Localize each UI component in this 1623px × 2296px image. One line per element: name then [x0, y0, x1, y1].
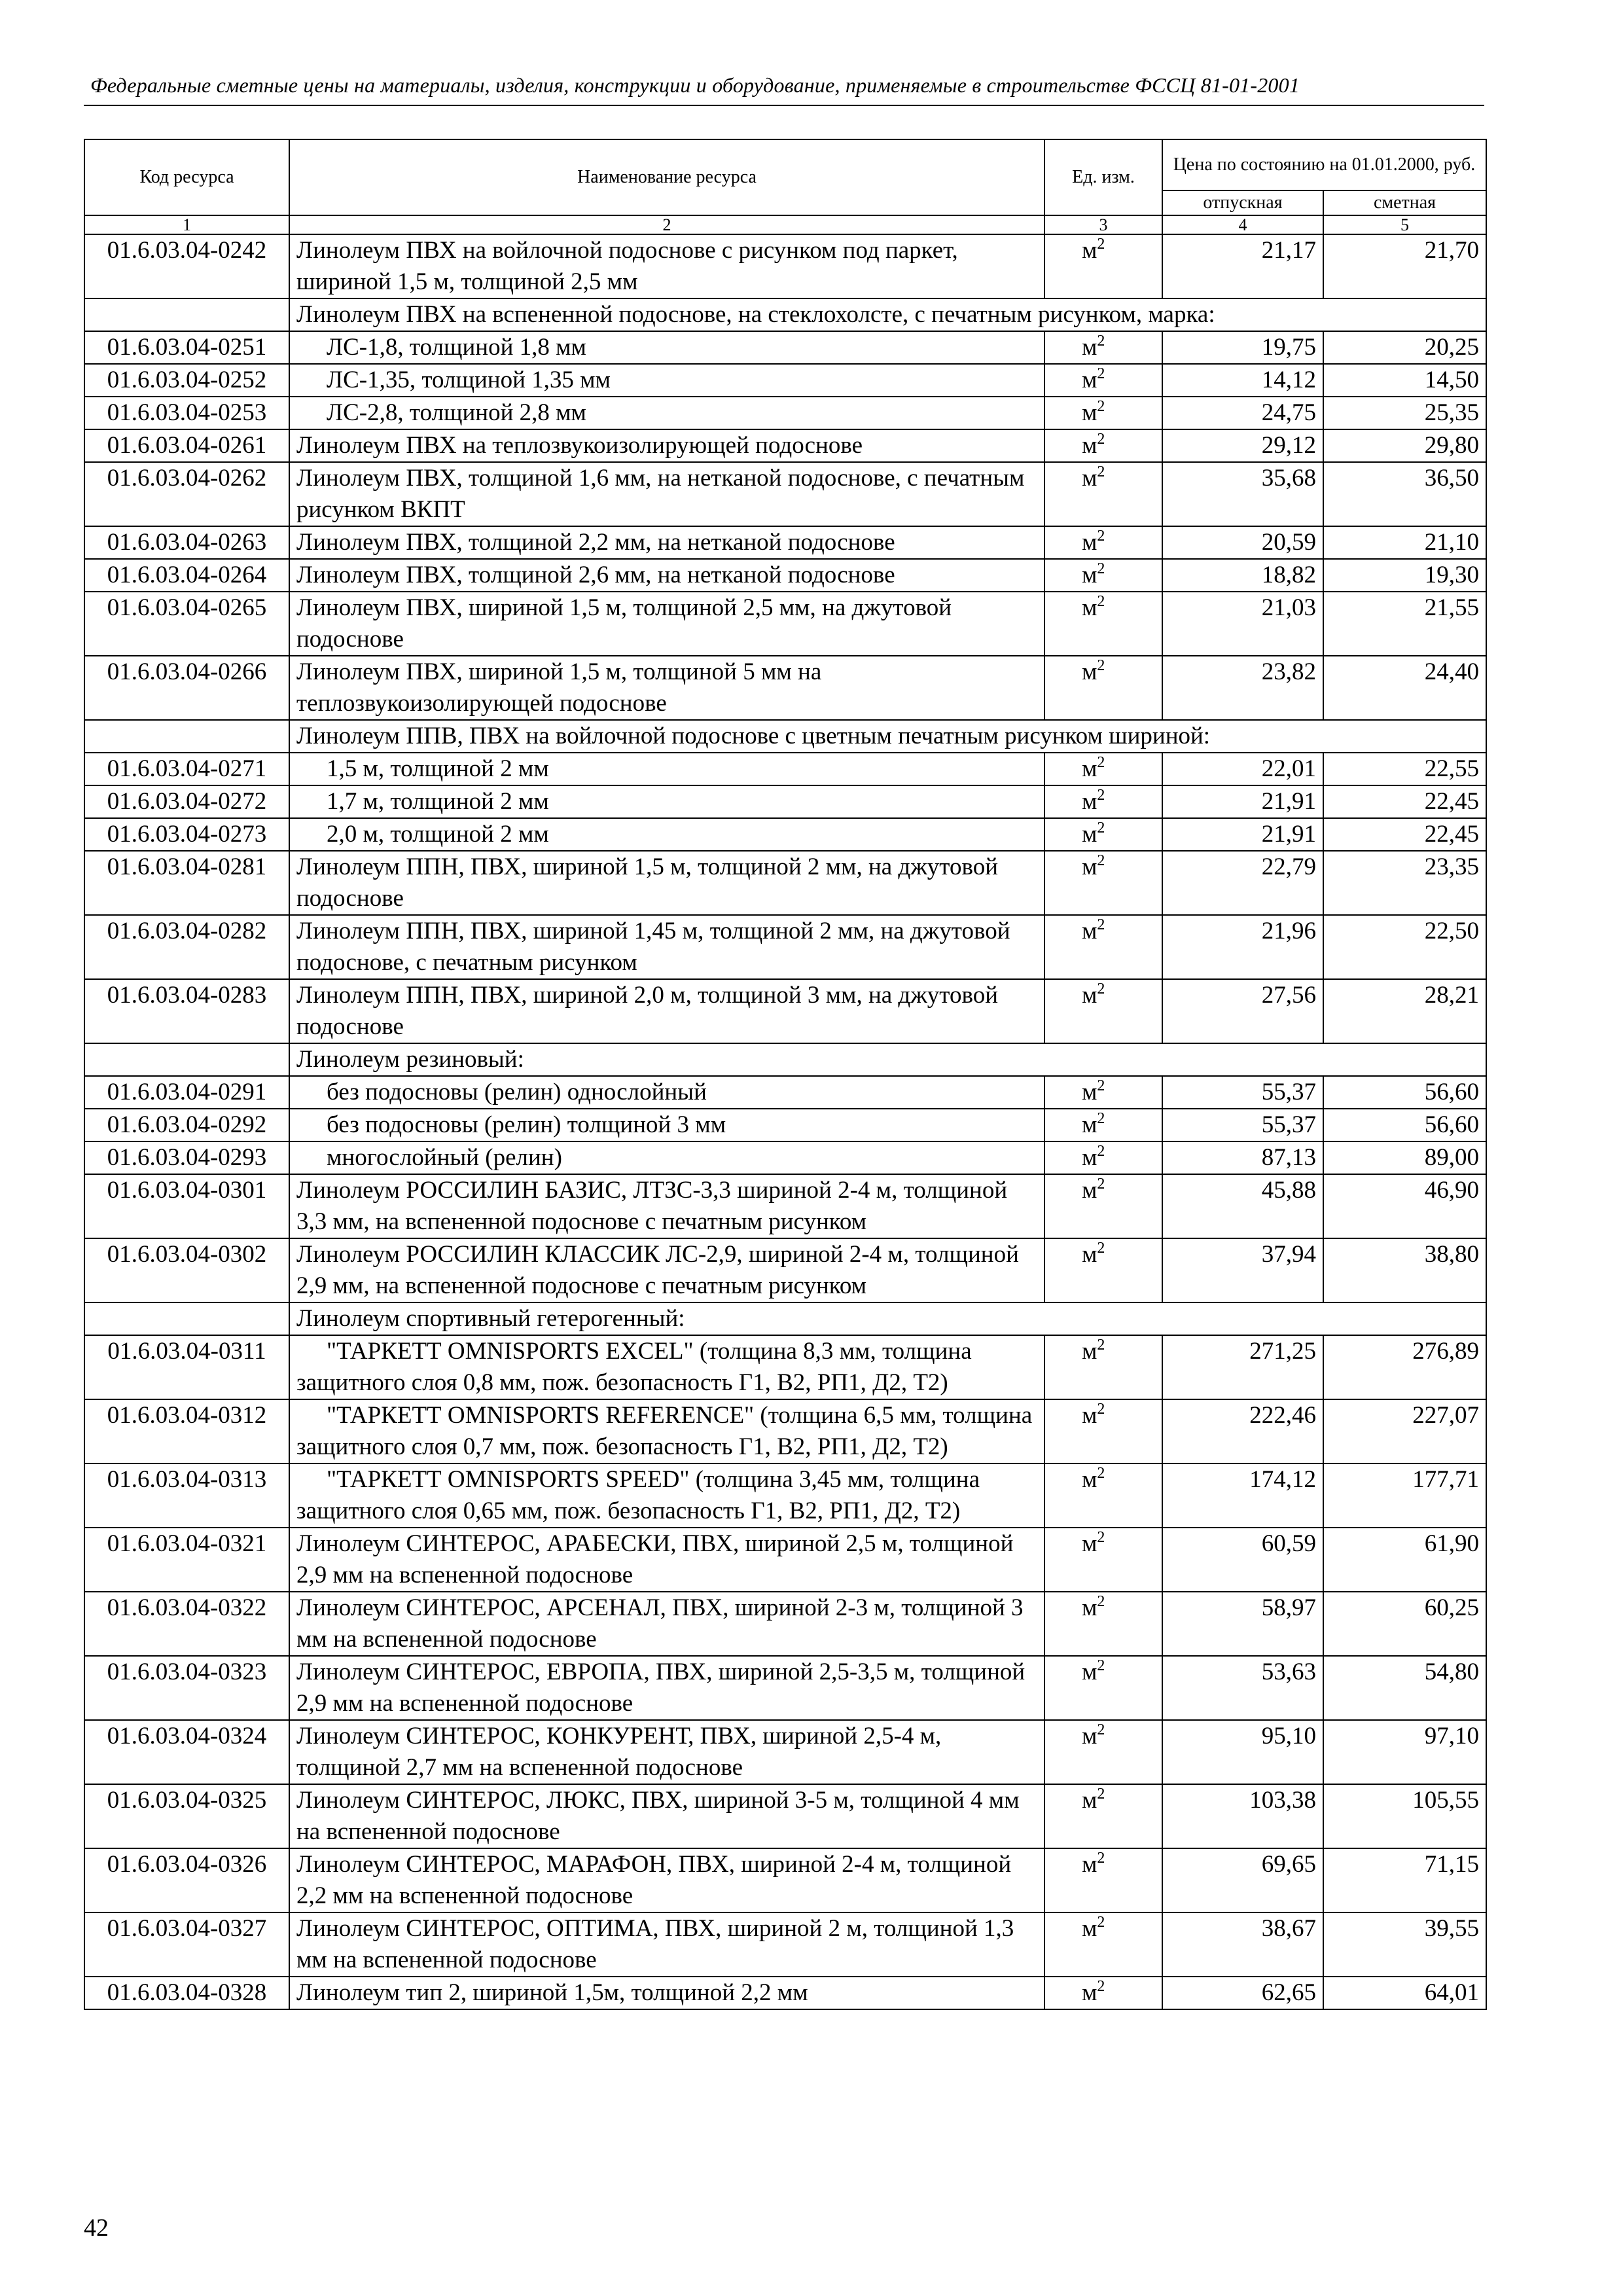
unit-superscript: 2: [1097, 463, 1105, 481]
cell-name: Линолеум тип 2, шириной 1,5м, толщиной 2,2 мм: [289, 1977, 1044, 2009]
unit-superscript: 2: [1097, 1175, 1105, 1193]
cell-name: без подосновы (релин) толщиной 3 мм: [289, 1109, 1044, 1141]
cell-name: ЛС-1,8, толщиной 1,8 мм: [289, 331, 1044, 364]
cell-price-estimate: 36,50: [1323, 462, 1486, 526]
group-title: Линолеум резиновый:: [289, 1043, 1486, 1076]
cell-unit: [1044, 1335, 1162, 1399]
table-row: [84, 1335, 1486, 1399]
cell-price-estimate: 24,40: [1323, 656, 1486, 720]
cell-code-empty: [84, 720, 289, 753]
group-header-row: [84, 298, 1486, 331]
cell-name: Линолеум СИНТЕРОС, ЛЮКС, ПВХ, шириной 3-5 м, толщиной 4 мм на вспененной подоснове: [289, 1784, 1044, 1848]
table-row: [84, 818, 1486, 851]
cell-price-estimate: 21,70: [1323, 234, 1486, 298]
unit-superscript: 2: [1097, 1785, 1105, 1803]
unit-superscript: 2: [1097, 916, 1105, 934]
group-title: Линолеум ПВХ на вспененной подоснове, на стеклохолсте, с печатным рисунком, марка:: [289, 298, 1486, 331]
unit-superscript: 2: [1097, 980, 1105, 998]
col-header-code: Код ресурса: [84, 139, 289, 215]
cell-code: 01.6.03.04-0291: [84, 1076, 289, 1109]
unit-text: м: [1082, 237, 1097, 264]
cell-name: 2,0 м, толщиной 2 мм: [289, 818, 1044, 851]
table-row: [84, 364, 1486, 397]
unit-text: м: [1082, 1659, 1097, 1686]
cell-price-estimate: 19,30: [1323, 559, 1486, 592]
unit-text: м: [1082, 594, 1097, 622]
cell-price-release: 95,10: [1162, 1720, 1323, 1784]
group-header-row: [84, 1043, 1486, 1076]
cell-price-release: 19,75: [1162, 331, 1323, 364]
cell-code-empty: [84, 298, 289, 331]
unit-text: м: [1082, 1144, 1097, 1172]
unit-text: м: [1082, 1787, 1097, 1814]
cell-price-estimate: 21,55: [1323, 592, 1486, 656]
unit-superscript: 2: [1097, 1721, 1105, 1739]
unit-superscript: 2: [1097, 1240, 1105, 1257]
table-row: [84, 1592, 1486, 1656]
cell-unit: [1044, 753, 1162, 785]
unit-text: м: [1082, 1241, 1097, 1268]
cell-unit: [1044, 1174, 1162, 1238]
cell-code: 01.6.03.04-0253: [84, 397, 289, 429]
cell-price-release: 103,38: [1162, 1784, 1323, 1848]
cell-price-release: 62,65: [1162, 1977, 1323, 2009]
cell-unit: [1044, 656, 1162, 720]
cell-unit: [1044, 331, 1162, 364]
cell-name: "ТАРКЕТТ OMNISPORTS EXCEL" (толщина 8,3 мм, толщина защитного слоя 0,8 мм, пож. безопасность Г1, В2, РП1, Д2, Т2): [289, 1335, 1044, 1399]
cell-code: 01.6.03.04-0321: [84, 1528, 289, 1592]
cell-price-estimate: 22,55: [1323, 753, 1486, 785]
cell-name: Линолеум ПВХ на войлочной подоснове с рисунком под паркет, шириной 1,5 м, толщиной 2,5 мм: [289, 234, 1044, 298]
cell-code: 01.6.03.04-0311: [84, 1335, 289, 1399]
unit-text: м: [1082, 1338, 1097, 1365]
unit-text: м: [1082, 562, 1097, 589]
cell-price-release: 29,12: [1162, 429, 1323, 462]
cell-price-estimate: 23,35: [1323, 851, 1486, 915]
cell-name: без подосновы (релин) однослойный: [289, 1076, 1044, 1109]
table-row: [84, 753, 1486, 785]
table-row: [84, 1528, 1486, 1592]
cell-name: Линолеум РОССИЛИН КЛАССИК ЛС-2,9, шириной 2-4 м, толщиной 2,9 мм, на вспененной подоснове с печатным рисунком: [289, 1238, 1044, 1302]
cell-unit: [1044, 1109, 1162, 1141]
cell-code: 01.6.03.04-0271: [84, 753, 289, 785]
unit-text: м: [1082, 982, 1097, 1009]
unit-text: м: [1082, 853, 1097, 881]
unit-superscript: 2: [1097, 1110, 1105, 1128]
table-row: [84, 429, 1486, 462]
unit-superscript: 2: [1097, 560, 1105, 578]
cell-unit: [1044, 364, 1162, 397]
cell-unit: [1044, 1463, 1162, 1528]
unit-text: м: [1082, 755, 1097, 783]
cell-unit: [1044, 785, 1162, 818]
cell-price-estimate: 22,50: [1323, 915, 1486, 979]
cell-price-estimate: 276,89: [1323, 1335, 1486, 1399]
cell-price-release: 21,96: [1162, 915, 1323, 979]
cell-price-release: 87,13: [1162, 1141, 1323, 1174]
table-row: [84, 785, 1486, 818]
cell-unit: [1044, 1977, 1162, 2009]
table-row: [84, 1399, 1486, 1463]
table-row: [84, 1656, 1486, 1720]
cell-name: многослойный (релин): [289, 1141, 1044, 1174]
cell-name: Линолеум РОССИЛИН БАЗИС, ЛТЗС-3,3 шириной 2-4 м, толщиной 3,3 мм, на вспененной подоснове с печатным рисунком: [289, 1174, 1044, 1238]
cell-unit: [1044, 1399, 1162, 1463]
unit-superscript: 2: [1097, 1914, 1105, 1931]
cell-unit: [1044, 1848, 1162, 1912]
cell-name: Линолеум ППН, ПВХ, шириной 2,0 м, толщиной 3 мм, на джутовой подоснове: [289, 979, 1044, 1043]
table-row: [84, 592, 1486, 656]
table-row: [84, 1463, 1486, 1528]
cell-code: 01.6.03.04-0263: [84, 526, 289, 559]
col-number: 5: [1323, 215, 1486, 234]
unit-text: м: [1082, 367, 1097, 394]
cell-price-estimate: 25,35: [1323, 397, 1486, 429]
cell-name: Линолеум СИНТЕРОС, ОПТИМА, ПВХ, шириной 2 м, толщиной 1,3 мм на вспененной подоснове: [289, 1912, 1044, 1977]
cell-name: Линолеум СИНТЕРОС, АРСЕНАЛ, ПВХ, шириной 2-3 м, толщиной 3 мм на вспененной подоснове: [289, 1592, 1044, 1656]
cell-price-release: 27,56: [1162, 979, 1323, 1043]
cell-code: 01.6.03.04-0327: [84, 1912, 289, 1977]
unit-superscript: 2: [1097, 819, 1105, 837]
cell-price-estimate: 64,01: [1323, 1977, 1486, 2009]
cell-code: 01.6.03.04-0242: [84, 234, 289, 298]
cell-code: 01.6.03.04-0266: [84, 656, 289, 720]
table-row: [84, 559, 1486, 592]
cell-name: Линолеум СИНТЕРОС, КОНКУРЕНТ, ПВХ, шириной 2,5-4 м, толщиной 2,7 мм на вспененной подоснове: [289, 1720, 1044, 1784]
cell-price-release: 38,67: [1162, 1912, 1323, 1977]
unit-superscript: 2: [1097, 236, 1105, 253]
unit-superscript: 2: [1097, 1978, 1105, 1996]
cell-price-release: 20,59: [1162, 526, 1323, 559]
cell-code: 01.6.03.04-0326: [84, 1848, 289, 1912]
cell-price-release: 35,68: [1162, 462, 1323, 526]
unit-text: м: [1082, 1466, 1097, 1494]
cell-price-estimate: 61,90: [1323, 1528, 1486, 1592]
cell-price-release: 14,12: [1162, 364, 1323, 397]
cell-price-estimate: 56,60: [1323, 1076, 1486, 1109]
unit-superscript: 2: [1097, 657, 1105, 675]
cell-code: 01.6.03.04-0302: [84, 1238, 289, 1302]
cell-price-estimate: 56,60: [1323, 1109, 1486, 1141]
cell-unit: [1044, 526, 1162, 559]
cell-price-release: 58,97: [1162, 1592, 1323, 1656]
col-header-release: отпускная: [1162, 190, 1323, 215]
unit-superscript: 2: [1097, 528, 1105, 545]
table-body: [84, 234, 1486, 2009]
cell-price-release: 37,94: [1162, 1238, 1323, 1302]
unit-text: м: [1082, 1915, 1097, 1943]
cell-unit: [1044, 818, 1162, 851]
cell-unit: [1044, 1076, 1162, 1109]
cell-price-estimate: 177,71: [1323, 1463, 1486, 1528]
cell-name: Линолеум ПВХ, шириной 1,5 м, толщиной 5 мм на теплозвукоизолирующей подоснове: [289, 656, 1044, 720]
table-row: [84, 915, 1486, 979]
unit-superscript: 2: [1097, 1077, 1105, 1095]
table-row: [84, 1912, 1486, 1977]
cell-code: 01.6.03.04-0252: [84, 364, 289, 397]
unit-superscript: 2: [1097, 1593, 1105, 1611]
unit-superscript: 2: [1097, 1401, 1105, 1418]
cell-name: 1,5 м, толщиной 2 мм: [289, 753, 1044, 785]
price-table: [84, 139, 1487, 2010]
table-row: [84, 656, 1486, 720]
cell-name: "ТАРКЕТТ OMNISPORTS SPEED" (толщина 3,45 мм, толщина защитного слоя 0,65 мм, пож. безопасность Г1, В2, РП1, Д2, Т2): [289, 1463, 1044, 1528]
cell-price-release: 22,79: [1162, 851, 1323, 915]
cell-name: Линолеум ПВХ на теплозвукоизолирующей подоснове: [289, 429, 1044, 462]
cell-price-release: 53,63: [1162, 1656, 1323, 1720]
unit-superscript: 2: [1097, 1850, 1105, 1867]
group-title: Линолеум ППВ, ПВХ на войлочной подоснове с цветным печатным рисунком шириной:: [289, 720, 1486, 753]
cell-price-estimate: 105,55: [1323, 1784, 1486, 1848]
cell-price-estimate: 227,07: [1323, 1399, 1486, 1463]
col-number: 4: [1162, 215, 1323, 234]
cell-unit: [1044, 1656, 1162, 1720]
unit-text: м: [1082, 1530, 1097, 1558]
cell-price-release: 55,37: [1162, 1076, 1323, 1109]
cell-unit: [1044, 1528, 1162, 1592]
cell-unit: [1044, 429, 1162, 462]
cell-code: 01.6.03.04-0328: [84, 1977, 289, 2009]
cell-name: Линолеум ПВХ, толщиной 2,6 мм, на нетканой подоснове: [289, 559, 1044, 592]
unit-superscript: 2: [1097, 1465, 1105, 1482]
cell-unit: [1044, 1720, 1162, 1784]
cell-name: "ТАРКЕТТ OMNISPORTS REFERENCE" (толщина 6,5 мм, толщина защитного слоя 0,7 мм, пож. безопасность Г1, В2, РП1, Д2, Т2): [289, 1399, 1044, 1463]
cell-unit: [1044, 462, 1162, 526]
cell-code: 01.6.03.04-0301: [84, 1174, 289, 1238]
cell-price-release: 45,88: [1162, 1174, 1323, 1238]
table-row: [84, 397, 1486, 429]
col-number: 1: [84, 215, 289, 234]
col-header-name: Наименование ресурса: [289, 139, 1044, 215]
cell-price-estimate: 46,90: [1323, 1174, 1486, 1238]
cell-code: 01.6.03.04-0283: [84, 979, 289, 1043]
unit-text: м: [1082, 918, 1097, 945]
cell-unit: [1044, 915, 1162, 979]
cell-price-estimate: 22,45: [1323, 818, 1486, 851]
cell-code: 01.6.03.04-0324: [84, 1720, 289, 1784]
cell-unit: [1044, 592, 1162, 656]
cell-code: 01.6.03.04-0313: [84, 1463, 289, 1528]
unit-superscript: 2: [1097, 852, 1105, 870]
unit-superscript: 2: [1097, 1336, 1105, 1354]
table-row: [84, 1174, 1486, 1238]
cell-name: Линолеум СИНТЕРОС, ЕВРОПА, ПВХ, шириной 2,5-3,5 м, толщиной 2,9 мм на вспененной подоснове: [289, 1656, 1044, 1720]
cell-price-estimate: 29,80: [1323, 429, 1486, 462]
unit-text: м: [1082, 529, 1097, 556]
cell-price-estimate: 89,00: [1323, 1141, 1486, 1174]
cell-price-release: 174,12: [1162, 1463, 1323, 1528]
cell-price-release: 21,03: [1162, 592, 1323, 656]
group-header-row: [84, 1302, 1486, 1335]
cell-price-release: 271,25: [1162, 1335, 1323, 1399]
cell-unit: [1044, 397, 1162, 429]
group-title: Линолеум спортивный гетерогенный:: [289, 1302, 1486, 1335]
cell-code: 01.6.03.04-0251: [84, 331, 289, 364]
cell-price-release: 55,37: [1162, 1109, 1323, 1141]
unit-text: м: [1082, 1723, 1097, 1750]
table-row: [84, 1141, 1486, 1174]
cell-unit: [1044, 559, 1162, 592]
cell-name: Линолеум ПВХ, толщиной 2,2 мм, на нетканой подоснове: [289, 526, 1044, 559]
cell-unit: [1044, 1238, 1162, 1302]
cell-name: ЛС-2,8, толщиной 2,8 мм: [289, 397, 1044, 429]
cell-code: 01.6.03.04-0312: [84, 1399, 289, 1463]
unit-superscript: 2: [1097, 754, 1105, 772]
cell-price-estimate: 28,21: [1323, 979, 1486, 1043]
group-header-row: [84, 720, 1486, 753]
cell-name: Линолеум ПВХ, шириной 1,5 м, толщиной 2,5 мм, на джутовой подоснове: [289, 592, 1044, 656]
cell-code: 01.6.03.04-0292: [84, 1109, 289, 1141]
unit-superscript: 2: [1097, 332, 1105, 350]
cell-name: Линолеум ПВХ, толщиной 1,6 мм, на нетканой подоснове, с печатным рисунком ВКПТ: [289, 462, 1044, 526]
cell-price-release: 60,59: [1162, 1528, 1323, 1592]
table-row: [84, 462, 1486, 526]
table-row: [84, 979, 1486, 1043]
cell-price-release: 18,82: [1162, 559, 1323, 592]
unit-text: м: [1082, 1177, 1097, 1204]
table-row: [84, 1238, 1486, 1302]
table-row: [84, 1076, 1486, 1109]
cell-price-estimate: 20,25: [1323, 331, 1486, 364]
table-row: [84, 851, 1486, 915]
cell-price-estimate: 60,25: [1323, 1592, 1486, 1656]
cell-price-release: 69,65: [1162, 1848, 1323, 1912]
cell-code: 01.6.03.04-0262: [84, 462, 289, 526]
unit-text: м: [1082, 399, 1097, 427]
cell-code: 01.6.03.04-0293: [84, 1141, 289, 1174]
cell-price-estimate: 21,10: [1323, 526, 1486, 559]
unit-text: м: [1082, 821, 1097, 848]
cell-unit: [1044, 1592, 1162, 1656]
cell-code: 01.6.03.04-0265: [84, 592, 289, 656]
unit-superscript: 2: [1097, 398, 1105, 416]
table-row: [84, 1109, 1486, 1141]
table-row: [84, 526, 1486, 559]
cell-name: Линолеум ППН, ПВХ, шириной 1,5 м, толщиной 2 мм, на джутовой подоснове: [289, 851, 1044, 915]
cell-unit: [1044, 979, 1162, 1043]
unit-text: м: [1082, 1851, 1097, 1878]
cell-unit: [1044, 1141, 1162, 1174]
page-number: 42: [84, 2214, 109, 2242]
unit-text: м: [1082, 1594, 1097, 1622]
unit-superscript: 2: [1097, 787, 1105, 804]
cell-unit: [1044, 1912, 1162, 1977]
unit-text: м: [1082, 1402, 1097, 1429]
cell-unit: [1044, 851, 1162, 915]
unit-text: м: [1082, 1079, 1097, 1106]
col-number: 2: [289, 215, 1044, 234]
unit-superscript: 2: [1097, 1143, 1105, 1160]
table-row: [84, 1784, 1486, 1848]
cell-code: 01.6.03.04-0325: [84, 1784, 289, 1848]
table-row: [84, 331, 1486, 364]
col-header-unit: Ед. изм.: [1044, 139, 1162, 215]
unit-superscript: 2: [1097, 1529, 1105, 1547]
unit-text: м: [1082, 334, 1097, 361]
table-row: [84, 1720, 1486, 1784]
col-header-estimate: сметная: [1323, 190, 1486, 215]
cell-name: Линолеум СИНТЕРОС, МАРАФОН, ПВХ, шириной 2-4 м, толщиной 2,2 мм на вспененной подоснове: [289, 1848, 1044, 1912]
cell-price-estimate: 38,80: [1323, 1238, 1486, 1302]
cell-price-release: 21,91: [1162, 785, 1323, 818]
cell-code-empty: [84, 1302, 289, 1335]
cell-price-release: 23,82: [1162, 656, 1323, 720]
cell-code: 01.6.03.04-0264: [84, 559, 289, 592]
table-row: [84, 234, 1486, 298]
cell-code: 01.6.03.04-0273: [84, 818, 289, 851]
cell-price-release: 21,17: [1162, 234, 1323, 298]
cell-unit: [1044, 1784, 1162, 1848]
cell-code: 01.6.03.04-0281: [84, 851, 289, 915]
cell-code: 01.6.03.04-0282: [84, 915, 289, 979]
document-header: Федеральные сметные цены на материалы, изделия, конструкции и оборудование, применяемые в строительстве ФССЦ 81-01-2001: [90, 73, 1300, 97]
unit-text: м: [1082, 658, 1097, 686]
cell-price-estimate: 39,55: [1323, 1912, 1486, 1977]
unit-text: м: [1082, 1111, 1097, 1139]
cell-price-estimate: 22,45: [1323, 785, 1486, 818]
cell-price-release: 222,46: [1162, 1399, 1323, 1463]
cell-code: 01.6.03.04-0323: [84, 1656, 289, 1720]
cell-name: 1,7 м, толщиной 2 мм: [289, 785, 1044, 818]
unit-superscript: 2: [1097, 365, 1105, 383]
cell-code: 01.6.03.04-0272: [84, 785, 289, 818]
cell-code: 01.6.03.04-0322: [84, 1592, 289, 1656]
cell-name: Линолеум ППН, ПВХ, шириной 1,45 м, толщиной 2 мм, на джутовой подоснове, с печатным рисунком: [289, 915, 1044, 979]
cell-price-estimate: 71,15: [1323, 1848, 1486, 1912]
cell-price-estimate: 54,80: [1323, 1656, 1486, 1720]
cell-unit: [1044, 234, 1162, 298]
unit-superscript: 2: [1097, 431, 1105, 448]
unit-text: м: [1082, 432, 1097, 459]
unit-superscript: 2: [1097, 1657, 1105, 1675]
cell-price-release: 22,01: [1162, 753, 1323, 785]
cell-code: 01.6.03.04-0261: [84, 429, 289, 462]
col-number: 3: [1044, 215, 1162, 234]
cell-name: ЛС-1,35, толщиной 1,35 мм: [289, 364, 1044, 397]
header-rule: [84, 105, 1484, 106]
cell-price-estimate: 97,10: [1323, 1720, 1486, 1784]
table-row: [84, 1848, 1486, 1912]
cell-price-estimate: 14,50: [1323, 364, 1486, 397]
table-row: [84, 1977, 1486, 2009]
unit-text: м: [1082, 465, 1097, 492]
col-header-price-group: Цена по состоянию на 01.01.2000, руб.: [1162, 139, 1486, 190]
unit-text: м: [1082, 788, 1097, 816]
cell-name: Линолеум СИНТЕРОС, АРАБЕСКИ, ПВХ, шириной 2,5 м, толщиной 2,9 мм на вспененной подоснове: [289, 1528, 1044, 1592]
cell-price-release: 21,91: [1162, 818, 1323, 851]
unit-text: м: [1082, 1979, 1097, 2007]
cell-code-empty: [84, 1043, 289, 1076]
cell-price-release: 24,75: [1162, 397, 1323, 429]
unit-superscript: 2: [1097, 593, 1105, 611]
